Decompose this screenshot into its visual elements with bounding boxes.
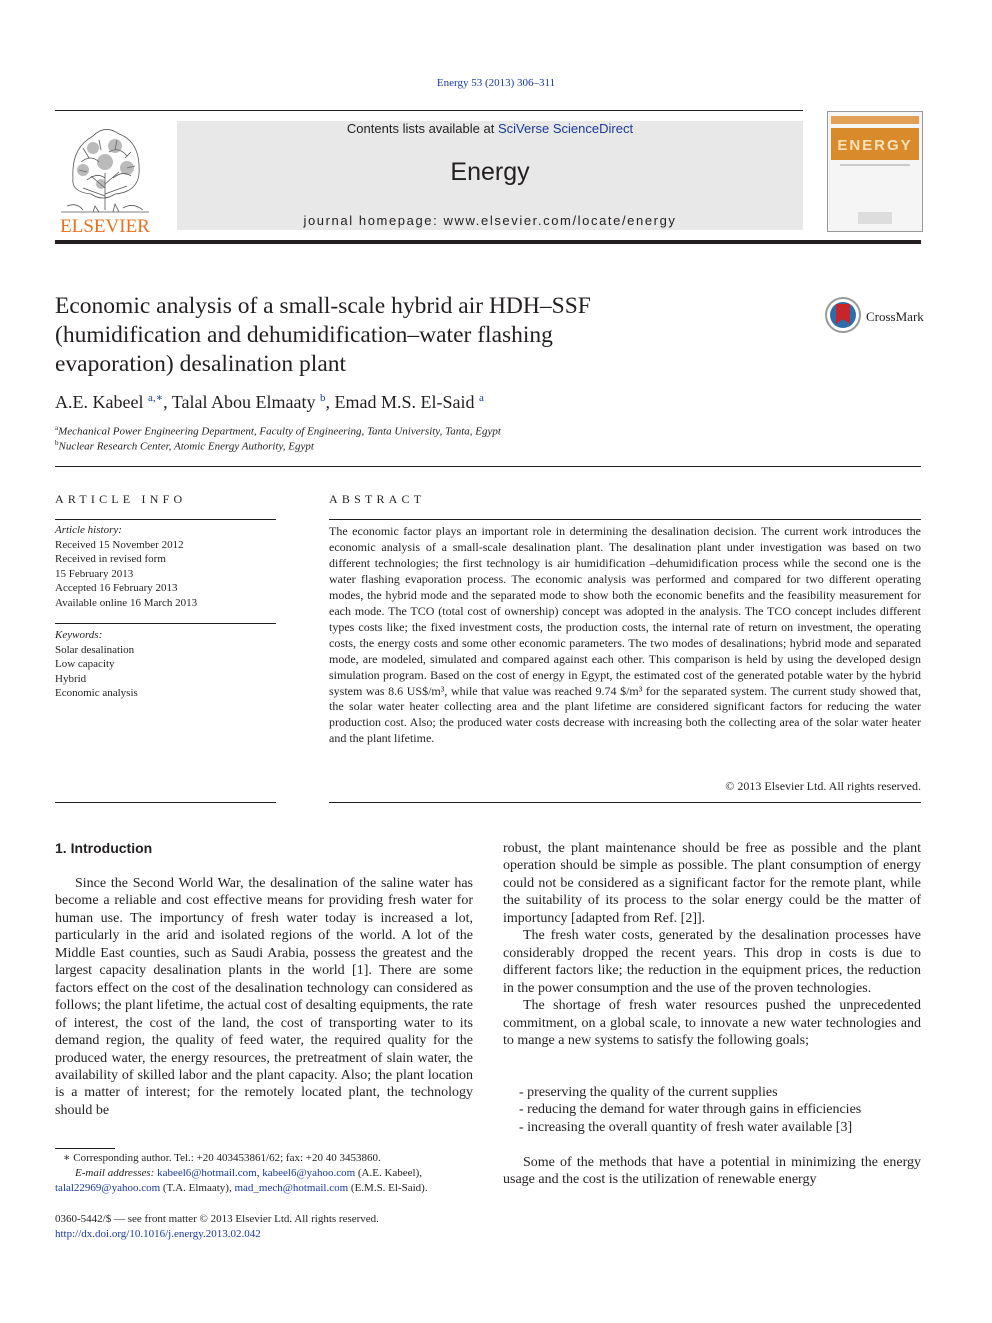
abstract-text: The economic factor plays an important role in determining the desalination decision. The current work introduces the economic analysis of a small-scale desalination plant. The desalination plant under investigation was based on two different technologies; the first technology is air humidification –dehumidification process while the second one is the water flashing evaporation process. The economic analysis was performed and compared for two different operating modes, the hybrid mode and the separated mode to show both the economic benefits and the feasibility measurement for each mode. The TCO (total cost of ownership) concept was adopted in the analysis. The TCO concept includes different types costs like; the fixed investment costs, the production costs, the internal rate of return on investment, the operating costs, the energy costs and some other economic parameters. The two modes of desalinations; hybrid mode and separated mode, are modeled, simulated and compared against each other. This comparison is held by using the developed design simulation program. Based on the cost of energy in Egypt, the estimated cost of the generated potable water by the hybrid system was 8.6 US$/m³, while that value was reached 9.74 $/m³ for the separated system. The current study showed that, the solar water heater collecting area and the plant lifetime are considered significant factors for reducing the water production cost. Also; the produced water costs decrease with increasing both the collecting area of the solar water heater and the plant lifetime.	[329, 524, 921, 746]
header-rule	[55, 110, 803, 111]
footnote-rule	[55, 1148, 115, 1149]
body-column-left	[55, 875, 473, 1119]
history-item: Received in revised form	[55, 553, 166, 565]
affiliation-mark: a	[55, 424, 59, 432]
title-rule	[55, 466, 921, 467]
journal-cover	[827, 111, 923, 232]
history-item: Available online 16 March 2013	[55, 596, 198, 609]
elsevier-wordmark: ELSEVIER	[60, 216, 150, 236]
affiliation	[55, 439, 314, 453]
article-title	[55, 292, 755, 379]
article-info-heading: ARTICLE INFO	[55, 492, 187, 506]
email-owner: (E.M.S. El-Said).	[350, 1182, 428, 1194]
body-column-right	[503, 840, 921, 1049]
author-name: Emad M.S. El-Said	[334, 392, 475, 412]
affiliation-text: Nuclear Research Center, Atomic Energy Authority, Egypt	[58, 440, 314, 453]
email-link[interactable]: kabeel6@hotmail.com	[157, 1167, 257, 1179]
list-item: - increasing the overall quantity of fresh water available [3]	[519, 1119, 853, 1135]
abstract-rule	[329, 519, 921, 520]
author-list	[55, 391, 484, 413]
author-affiliation-mark[interactable]: b	[319, 392, 326, 404]
history-item: Accepted 16 February 2013	[55, 582, 178, 594]
body-paragraph: The fresh water costs, generated by the desalination processes have considerably dropped the recent years. This drop in costs is due to different factors like; the reduction in the equipment prices, the reduction in the power consumption and the use of the proven technologies.	[503, 928, 921, 996]
list-item: - preserving the quality of the current supplies	[519, 1085, 778, 1100]
email-label: E-mail addresses:	[75, 1167, 155, 1179]
history-label: Article history:	[55, 524, 122, 536]
keyword: Hybrid	[55, 672, 87, 685]
body-paragraph: Since the Second World War, the desalination of the saline water has become a reliable and cost effective means for providing fresh water for human use. The importuncy of fresh water today is increased a lot, particularly in the arid and isolated regions of the world. A lot of the Middle East counties, such as Saudi Arabia, possess the greatest and the largest capacity desalination plants in the world [1]. There are some factors effect on the cost of the desalination technology can considered as follows; the plant lifetime, the actual cost of desalting equipments, the rate of interest, the cost of the land, the cost of transporting water to its demand region, the quality of feed water, the required quality for the produced water, the energy resources, the pretreatment of slain water, the availability of skilled labor and the plant capacity. Also; the plant location is a matter of interest; for the remotely located plant, the technology should be	[55, 876, 473, 1118]
keywords-label: Keywords:	[55, 629, 103, 641]
contents-prefix: Contents lists available at	[346, 121, 498, 136]
title-line: Economic analysis of a small-scale hybrid air HDH–SSF	[55, 293, 591, 319]
footnote: ∗ Corresponding author. Tel.: +20 403453861/62; fax: +20 40 3453860. E-mail addresses: kabeel6@hotmail.com, kabeel6@yahoo.com (A.E. Kabeel), talal22969@yahoo.com (T.A. Elmaaty), mad_mech@hotmail.com (E.M.S. El-Said).	[55, 1151, 473, 1196]
body-paragraph: robust, the plant maintenance should be free as possible and the plant operation should be simple as possible. The plant consumption of energy could not be considered as a significant factor for the remote plant, while the suitability of its process to the solar energy could be the matter of importuncy [adapted from Ref. [2]].	[503, 841, 921, 926]
keyword: Low capacity	[55, 658, 115, 670]
keyword: Solar desalination	[55, 643, 135, 656]
author-affiliation-mark[interactable]: a	[478, 392, 484, 404]
doi-link[interactable]: http://dx.doi.org/10.1016/j.energy.2013.02.042	[55, 1228, 261, 1240]
journal-homepage[interactable]: journal homepage: www.elsevier.com/locate/energy	[303, 213, 677, 228]
keywords	[55, 628, 138, 701]
goals-list	[519, 1084, 921, 1136]
crossmark-badge[interactable]	[824, 296, 929, 336]
author-separator: ,	[163, 392, 172, 412]
author-affiliation-mark[interactable]: a,∗	[147, 392, 164, 404]
info-rule	[55, 519, 276, 520]
cover-title: ENERGY	[837, 137, 913, 154]
email-link[interactable]: kabeel6@yahoo.com	[262, 1167, 356, 1179]
article-history	[55, 523, 197, 610]
author-name: A.E. Kabeel	[55, 392, 144, 412]
info-rule	[55, 623, 276, 624]
history-item: 15 February 2013	[55, 567, 134, 580]
body-paragraph: Some of the methods that have a potential in minimizing the energy usage and the cost is the utilization of renewable energy	[503, 1155, 921, 1188]
abstract-heading: ABSTRACT	[329, 492, 426, 506]
affiliation	[55, 424, 501, 438]
info-rule	[55, 802, 276, 803]
section-heading: 1. Introduction	[55, 840, 153, 856]
title-line: (humidification and dehumidification–water flashing	[55, 322, 553, 348]
email-owner: (A.E. Kabeel),	[357, 1167, 423, 1179]
body-column-right-continued	[503, 1154, 921, 1189]
email-owner: (T.A. Elmaaty),	[162, 1182, 232, 1194]
abstract-rule	[329, 802, 921, 803]
email-link[interactable]: talal22969@yahoo.com	[55, 1182, 161, 1194]
history-item: Received 15 November 2012	[55, 538, 184, 551]
list-item: - reducing the demand for water through gains in efficiencies	[519, 1102, 862, 1118]
crossmark-label: CrossMark	[866, 309, 924, 324]
contents-line	[177, 121, 803, 136]
corresponding-author: ∗ Corresponding author. Tel.: +20 403453861/62; fax: +20 40 3453860.	[63, 1152, 381, 1164]
title-line: evaporation) desalination plant	[55, 351, 347, 377]
affiliation-mark: b	[55, 439, 59, 447]
keyword: Economic analysis	[55, 687, 138, 699]
abstract-copyright: © 2013 Elsevier Ltd. All rights reserved.	[725, 779, 921, 793]
journal-citation[interactable]: Energy 53 (2013) 306–311	[436, 77, 556, 89]
journal-name: Energy	[450, 158, 530, 186]
email-link[interactable]: mad_mech@hotmail.com	[234, 1182, 349, 1194]
affiliation-text: Mechanical Power Engineering Department, Faculty of Engineering, Tanta University, Tanta, Egypt	[58, 425, 501, 438]
elsevier-logo	[53, 118, 157, 236]
author-name: Talal Abou Elmaaty	[171, 392, 316, 412]
header-thick-rule	[55, 240, 921, 244]
body-paragraph: The shortage of fresh water resources pushed the unprecedented commitment, on a global scale, to innovate a new water technologies and to mange a new systems to satisfy the following goals;	[503, 998, 921, 1048]
front-matter-note	[55, 1212, 379, 1242]
issn-line: 0360-5442/$ — see front matter © 2013 Elsevier Ltd. All rights reserved.	[55, 1213, 379, 1225]
sciencedirect-link[interactable]: SciVerse ScienceDirect	[497, 121, 634, 136]
author-separator: ,	[325, 392, 335, 412]
